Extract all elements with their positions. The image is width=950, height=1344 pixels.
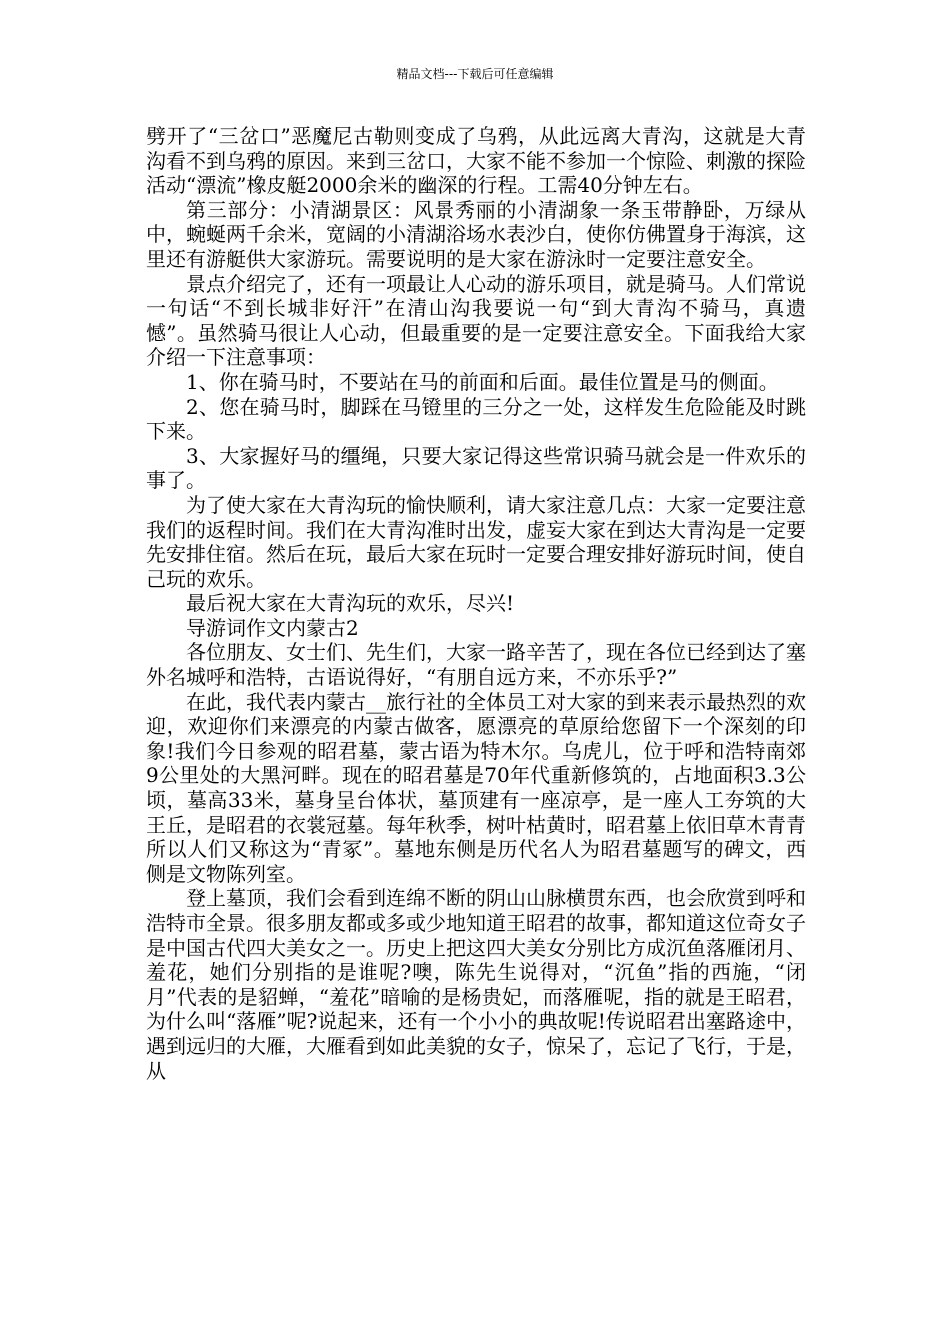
document-body <box>146 124 806 1083</box>
paragraph-4: 1、你在骑马时，不要站在马的前面和后面。最佳位置是马的侧面。 <box>186 369 779 394</box>
paragraph-7: 为了使大家在大青沟玩的愉快顺利，请大家注意几点：大家一定要注意我们的返程时间。我们在大青沟准时出发，虚妄大家在到达大青沟是一定要先安排住宿。然后在玩，最后大家在玩时一定要合理安排好游玩时间，使自己玩的欢乐。 <box>146 492 806 591</box>
paragraph-1: 劈开了“三岔口”恶魔尼古勒则变成了乌鸦，从此远离大青沟，这就是大青沟看不到乌鸦的原因。来到三岔口，大家不能不参加一个惊险、刺激的探险活动“漂流”橡皮艇2000余米的幽深的行程。工需40分钟左右。 <box>146 124 806 198</box>
paragraph-12: 登上墓顶，我们会看到连绵不断的阴山山脉横贯东西，也会欣赏到呼和浩特市全景。很多朋友都或多或少地知道王昭君的故事，都知道这位奇女子是中国古代四大美女之一。历史上把这四大美女分别比方成沉鱼落雁闭月、羞花，她们分别指的是谁呢?噢，陈先生说得对，“沉鱼”指的西施，“闭月”代表的是貂蝉，“羞花”暗喻的是杨贵妃，而落雁呢，指的就是王昭君，为什么叫“落雁”呢?说起来，还有一个小小的典故呢!传说昭君出塞路途中，遇到远归的大雁，大雁看到如此美貌的女子，惊呆了，忘记了飞行，于是，从 <box>146 886 806 1083</box>
paragraph-8: 最后祝大家在大青沟玩的欢乐，尽兴! <box>186 591 515 616</box>
paragraph-2: 第三部分：小清湖景区：风景秀丽的小清湖象一条玉带静卧，万绿从中，蜿蜒两千余米，宽阔的小清湖浴场水表沙白，使你仿佛置身于海滨，这里还有游艇供大家游玩。需要说明的是大家在游泳时一定要注意安全。 <box>146 197 806 271</box>
paragraph-6: 3、大家握好马的缰绳，只要大家记得这些常识骑马就会是一件欢乐的事了。 <box>146 443 806 493</box>
section-title: 导游词作文内蒙古2 <box>186 615 359 640</box>
paragraph-11: 在此，我代表内蒙古__旅行社的全体员工对大家的到来表示最热烈的欢迎，欢迎你们来漂亮的内蒙古做客，愿漂亮的草原给您留下一个深刻的印象!我们今日参观的昭君墓，蒙古语为特木尔。乌虎儿，位于呼和浩特南郊9公里处的大黑河畔。现在的昭君墓是70年代重新修筑的，占地面积3.3公顷，墓高33米，墓身呈台体状，墓顶建有一座凉亭，是一座人工夯筑的大王丘，是昭君的衣裳冠墓。每年秋季，树叶枯黄时，昭君墓上依旧草木青青所以人们又称这为“青冢”。墓地东侧是历代名人为昭君墓题写的碑文，西侧是文物陈列室。 <box>146 689 806 886</box>
paragraph-3: 景点介绍完了，还有一项最让人心动的游乐项目，就是骑马。人们常说一句话“不到长城非好汗”在清山沟我要说一句“到大青沟不骑马，真遗憾”。虽然骑马很让人心动，但最重要的是一定要注意安全。下面我给大家介绍一下注意事项： <box>146 271 806 370</box>
page-header: 精品文档---下载后可任意编辑 <box>396 67 554 81</box>
paragraph-10: 各位朋友、女士们、先生们，大家一路辛苦了，现在各位已经到达了塞外名城呼和浩特，古语说得好，“有朋自远方来，不亦乐乎?” <box>146 640 806 690</box>
paragraph-5: 2、您在骑马时，脚踩在马镫里的三分之一处，这样发生危险能及时跳下来。 <box>146 394 806 444</box>
